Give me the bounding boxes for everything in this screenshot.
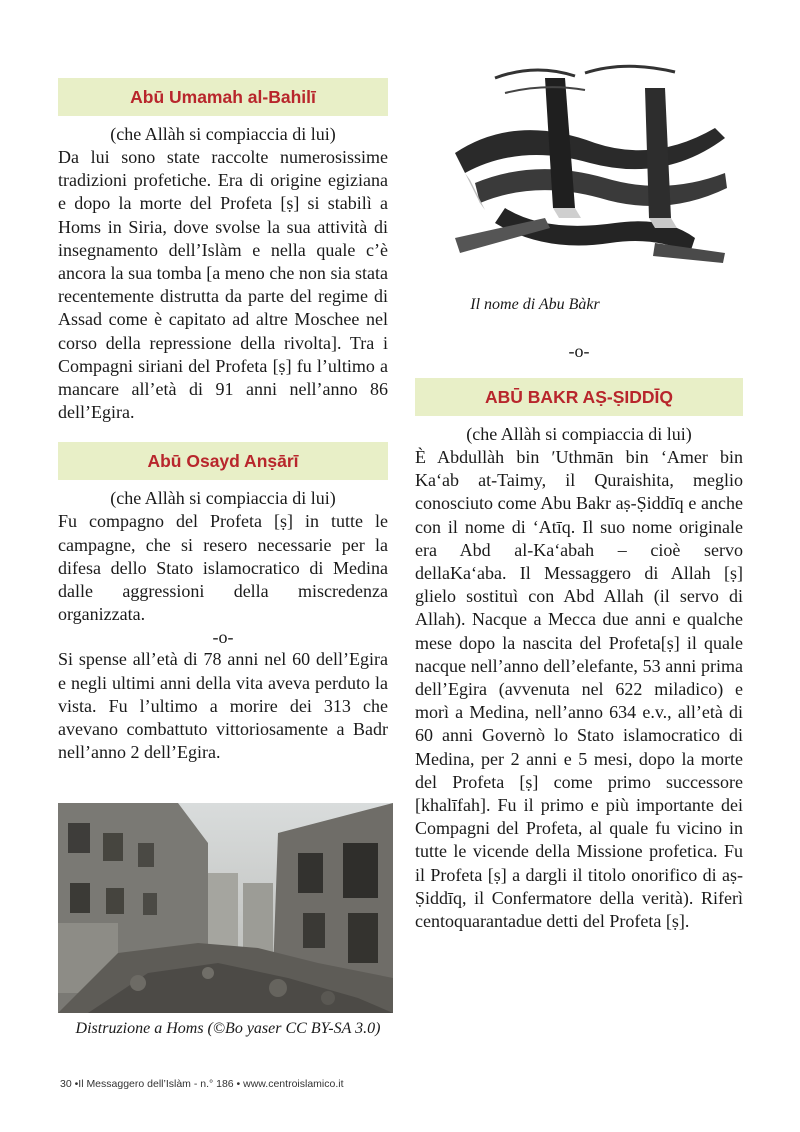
abu-bakr-calligraphy-image [425, 58, 743, 288]
section-body: Fu compagno del Profeta [ṣ] in tutte le campagne, che si resero necessarie per la difesa dello Stato islamocratico di Medina dalle aggressioni della miscredenza organizzata. [58, 511, 388, 625]
separator: -o- [212, 627, 234, 648]
photo-caption: Distruzione a Homs (©Bo yaser CC BY-SA 3.0) [75, 1020, 381, 1037]
section-subtitle: (che Allàh si compiaccia di lui) [110, 124, 336, 144]
separator: -o- [568, 341, 590, 361]
section-body: Da lui sono state raccolte numerosissime tradizioni profetiche. Era di origine egiziana e dopo la morte del Profeta [ṣ] si stabilì a Homs in Siria, dove svolse la sua attività di insegnamento dell’Islàm e nella quale c’è ancora la sua tomba [a meno che non sia stata recentemente distrutta da parte del regime di Assad come è capitato ad altre Moschee nel corso della repressione della rivolta]. Tra i Compagni siriani del Profeta [ṣ] fu l’ultimo a mancare all’età di 91 anni nell’anno 86 dell’Egira. [58, 147, 388, 423]
page-footer: 30 •Il Messaggero dell’Islàm - n.° 186 • www.centroislamico.it [60, 1078, 344, 1090]
section-heading: Abū Umamah al-Bahilī [58, 78, 388, 116]
right-column [415, 378, 743, 933]
section-subtitle: (che Allàh si compiaccia di lui) [466, 424, 692, 444]
section-body: È Abdullàh bin ʹUthmān bin ʻAmer bin Kaʻab at-Taimy, il Quraishita, meglio conosciuto come Abu Bakr aṣ-Ṣiddīq e anche con il nome di ʻAtīq. Il suo nome originale era Abd al-Kaʻabah – cioè servo dellaKaʻaba. Il Messaggero di Allah [ṣ] glielo sostituì con Abd Allah (il servo di Allah). Nacque a Mecca due anni e qualche mese dopo la nascita del Profeta[ṣ] il quale nacque nell’anno dell’elefante, 53 anni prima dell’Egira (avvenuta nel 622 miladico) e morì a Medina, nell’anno 634 e.v., all’età di 60 anni Governò lo Stato islamocratico di Medina, per 2 anni e 5 mesi, dopo la morte del Profeta [ṣ] come primo successore [khalīfah]. Fu il primo e più importante dei Compagni del Profeta, al quale fu vicino in tutte le vicende della Missione profetica. Fu il Profeta [ṣ] a dargli il titolo onorifico di aṣ-Ṣiddīq, il Confermatore della verità). Riferì centoquarantadue detti del Profeta [ṣ]. [415, 447, 743, 932]
section-heading: ABŪ BAKR AṢ-ṢIDDĪQ [415, 378, 743, 416]
section-heading: Abū Osayd Anṣārī [58, 442, 388, 480]
section-body: Si spense all’età di 78 anni nel 60 dell’Egira e negli ultimi anni della vita aveva perduto la vista. Fu l’ultimo a morire dei 313 che avevano combattuto vittoriosamente a Badr nell’anno 2 dell’Egira. [58, 649, 388, 763]
homs-destruction-photo [58, 803, 393, 1013]
section-subtitle: (che Allàh si compiaccia di lui) [110, 488, 336, 509]
left-column [58, 78, 388, 764]
calligraphy-caption: Il nome di Abu Bàkr [470, 296, 600, 313]
